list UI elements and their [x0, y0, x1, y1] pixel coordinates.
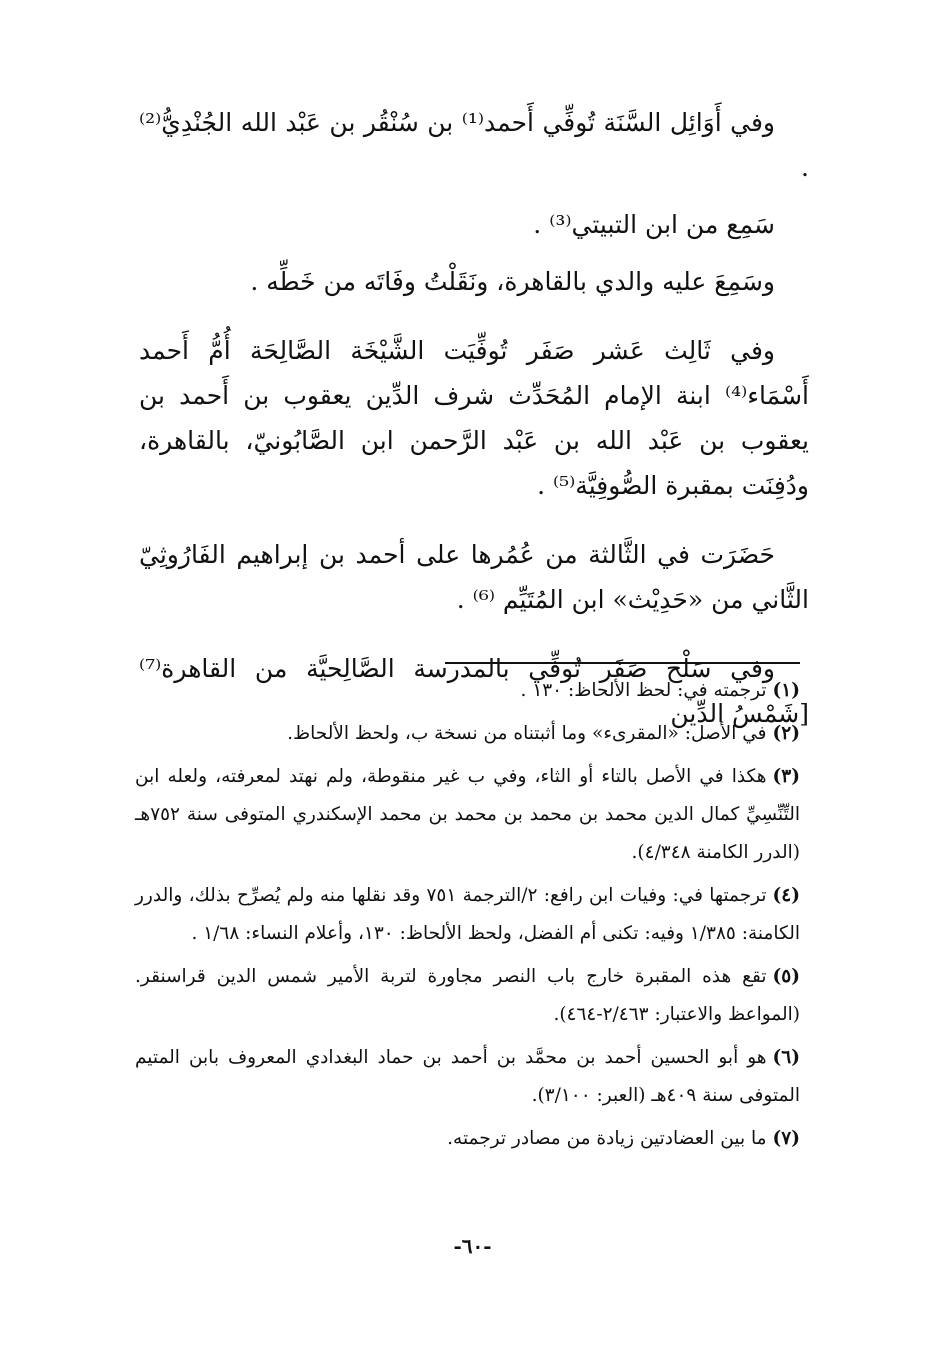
footnote-number: (١) — [772, 680, 800, 701]
footnote-text: هو أبو الحسين أحمد بن محمَّد بن أحمد بن حماد البغدادي المعروف بابن المتيم المتوفى سنة ٤٠٩هـ (العبر: ٣/١٠٠). — [135, 1047, 800, 1106]
footnote-3 — [135, 758, 800, 872]
footnote-1 — [135, 672, 800, 710]
footnote-number: (٣) — [772, 766, 800, 787]
footnote-number: (٤) — [772, 885, 800, 906]
footnote-text: ترجمتها في: وفيات ابن رافع: ٢/الترجمة ٧٥١ وقد نقلها منه ولم يُصرِّح بذلك، والدرر الكامنة: ١/٣٨٥ وفيه: تكنى أم الفضل، ولحظ الألحاظ: ١٣٠، وأعلام النساء: ١/٦٨ . — [135, 885, 800, 944]
footnote-number: (٧) — [772, 1128, 800, 1149]
footnote-text: ترجمته في: لحظ الألحاظ: ١٣٠ . — [520, 680, 767, 701]
footnote-number: (٢) — [772, 723, 800, 744]
footnote-2 — [135, 715, 800, 753]
paragraph-attended: حَضَرَت في الثَّالثة من عُمُرها على أحمد بن إبراهيم الفَارُوثِيّ الثَّاني من «حَدِيْث» ابن المُتَيِّم ⁽⁶⁾ . — [139, 540, 809, 614]
footnote-6 — [135, 1039, 800, 1115]
footnote-divider — [445, 662, 800, 664]
paragraph-death-ahmad: وفي أَوَائِل السَّنَة تُوفِّي أَحمد⁽¹⁾ بن سُنْقُر بن عَبْد الله الجُنْدِيُّ⁽²⁾ . — [139, 108, 809, 182]
footnote-text: هكذا في الأصل بالتاء أو الثاء، وفي ب غير منقوطة، ولم نهتد لمعرفته، ولعله ابن التِّنِّسِيِّ كمال الدين محمد بن محمد بن محمد بن محمد الإسكندري المتوفى سنة ٧٥٢هـ (الدرر الكامنة ٤/٣٤٨). — [135, 766, 800, 863]
footnote-number: (٥) — [772, 966, 800, 987]
main-text — [139, 100, 809, 760]
paragraph-heard-by-father: وسَمِعَ عليه والدي بالقاهرة، ونَقَلْتُ وفَاتَه من خَطِّه . — [250, 267, 775, 296]
paragraph-end-safar: وفي سَلْخ صَفَر تُوفِّي بالمدرسة الصَّالِحيَّة من القاهرة⁽⁷⁾ [شَمْسُ الدِّين — [139, 654, 809, 728]
footnote-text: في الأصل: «المقرىء» وما أثبتناه من نسخة ب، ولحظ الألحاظ. — [287, 723, 767, 744]
footnote-text: تقع هذه المقبرة خارج باب النصر مجاورة لتربة الأمير شمس الدين قراسنقر. (المواعظ والاعتبار: ٢/٤٦٣-٤٦٤). — [135, 966, 800, 1025]
footnote-number: (٦) — [772, 1047, 800, 1068]
footnote-text: ما بين العضادتين زيادة من مصادر ترجمته. — [447, 1128, 767, 1149]
footnote-7 — [135, 1120, 800, 1158]
footnote-5 — [135, 958, 800, 1034]
footnotes — [135, 672, 800, 1163]
paragraph-heard-from: سَمِع من ابن التبيتي⁽³⁾ . — [533, 210, 775, 239]
footnote-4 — [135, 877, 800, 953]
page-number: -٦٠- — [453, 1234, 492, 1258]
paragraph-death-asma: وفي ثَالِث عَشر صَفَر تُوفِّيَت الشَّيْخَة الصَّالِحَة أُمُّ أَحمد أَسْمَاء⁽⁴⁾ ابنة الإمام المُحَدِّث شرف الدِّين يعقوب بن أَحمد بن يعقوب بن عَبْد الله بن عَبْد الرَّحمن ابن الصَّابُونيّ، بالقاهرة، ودُفِنَت بمقبرة الصُّوفِيَّة⁽⁵⁾ . — [139, 336, 809, 500]
